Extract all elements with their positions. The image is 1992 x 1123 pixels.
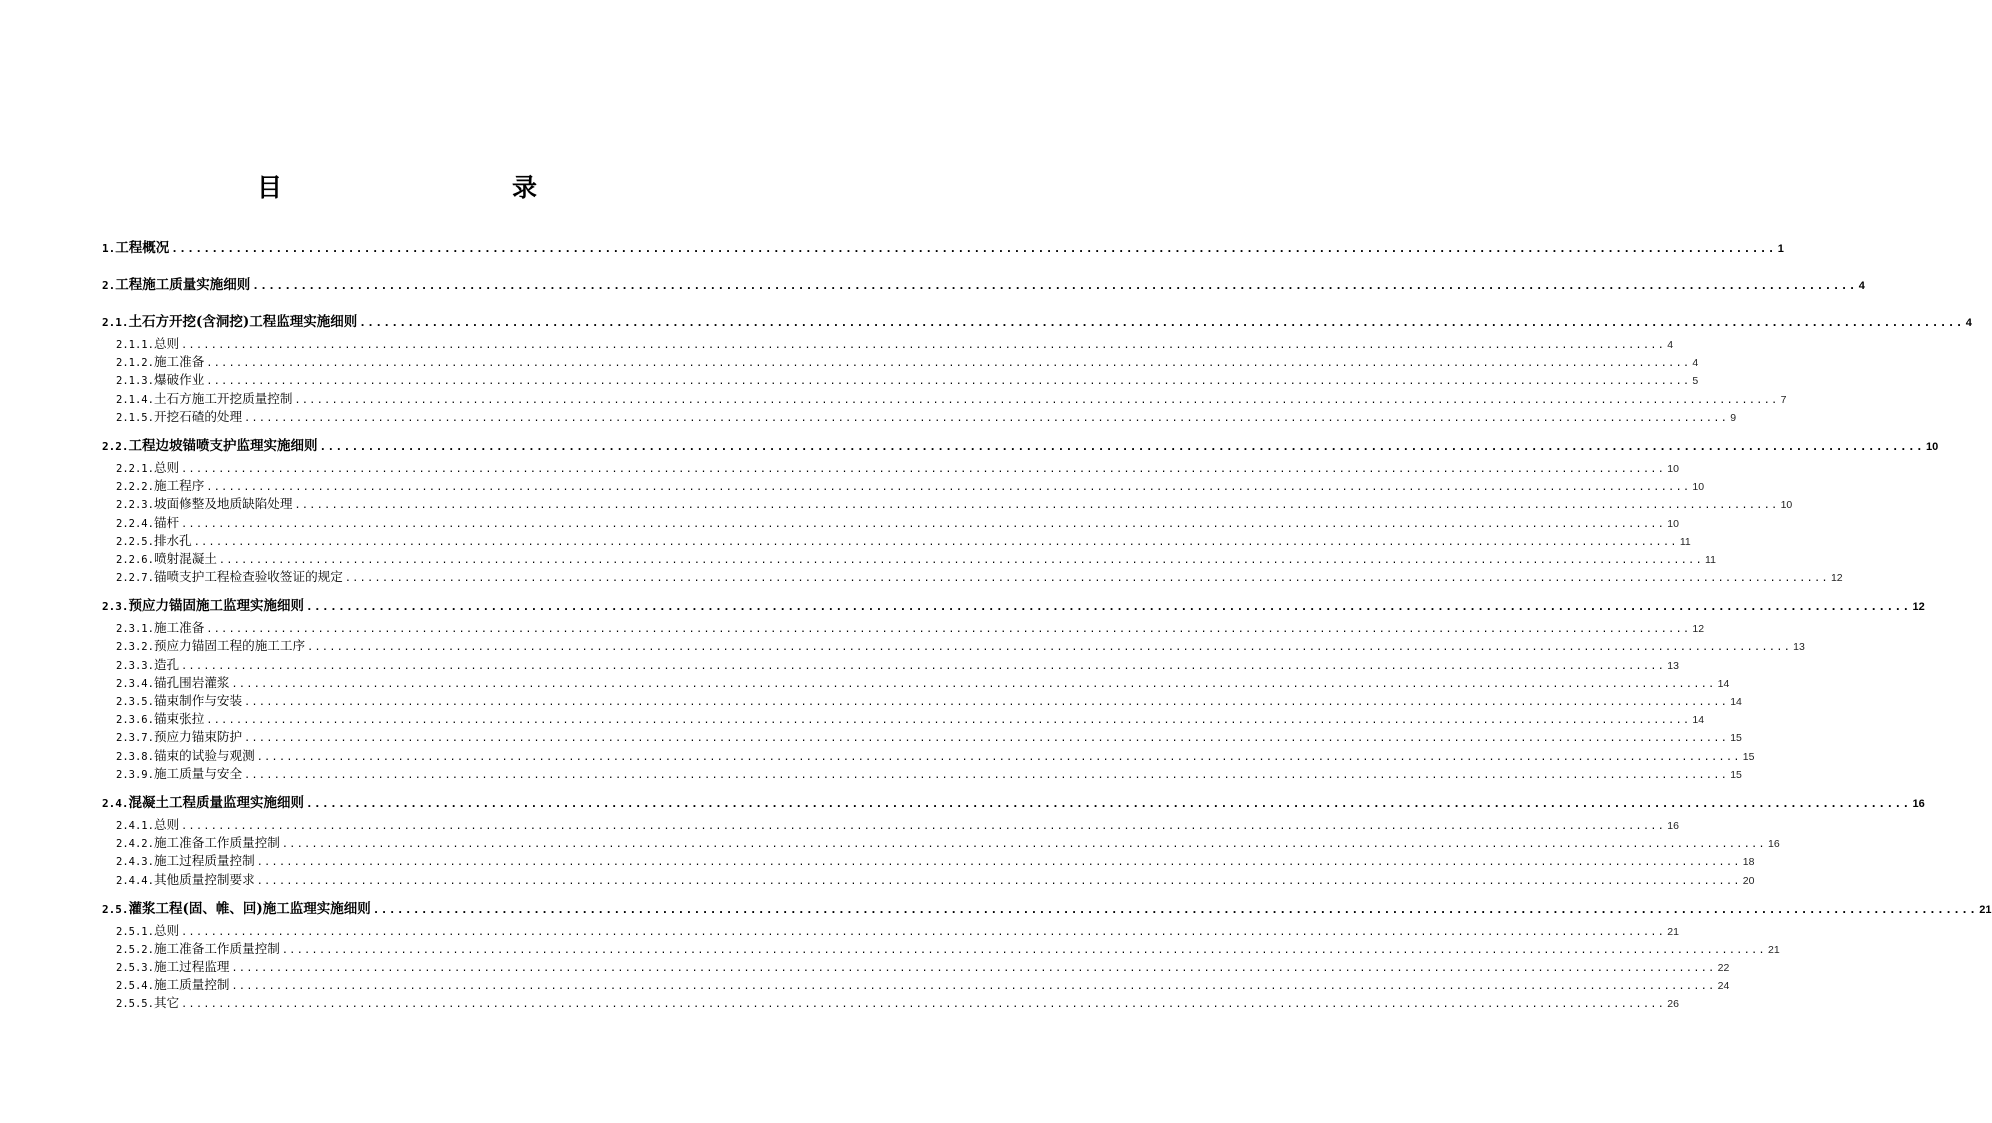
toc-entry-number: 2.2.2. bbox=[116, 481, 154, 494]
toc-dot-leader: ........................................................................................................................................................................................................ bbox=[281, 944, 1766, 956]
toc-dot-leader: ........................................................................................................................................................................................................ bbox=[181, 463, 1666, 475]
toc-entry-number: 2.3. bbox=[102, 600, 129, 614]
toc-subsection-entry[interactable] bbox=[100, 672, 1730, 690]
toc-subsection-entry[interactable] bbox=[100, 617, 1705, 636]
toc-subsection-entry[interactable] bbox=[100, 850, 1755, 869]
toc-dot-leader: ........................................................................................................................................................................................................ bbox=[256, 857, 1741, 869]
toc-subsection-entry[interactable] bbox=[100, 457, 1679, 475]
toc-page-number: 24 bbox=[1717, 980, 1730, 993]
toc-entry-number: 2.4.2. bbox=[116, 838, 154, 851]
toc-subsection-entry[interactable] bbox=[100, 512, 1679, 530]
toc-entry-number: 2.3.5. bbox=[116, 696, 154, 708]
toc-subsection-entry[interactable] bbox=[100, 992, 1679, 1011]
toc-entry-number: 2.3.2. bbox=[116, 641, 154, 654]
toc-page-number: 16 bbox=[1912, 797, 1925, 810]
toc-subsection-entry[interactable] bbox=[100, 814, 1679, 832]
toc-dot-leader: ........................................................................................................................................................................................................ bbox=[206, 624, 1691, 636]
toc-page-number: 12 bbox=[1830, 572, 1843, 585]
toc-entry-number: 2.5.2. bbox=[116, 943, 154, 956]
toc-page-number: 10 bbox=[1667, 462, 1679, 475]
toc-entry-number: 2.2.3. bbox=[116, 499, 154, 512]
toc-entry-title: 坡面修整及地质缺陷处理 bbox=[153, 496, 293, 512]
toc-dot-leader: ........................................................................................................................................................................................................ bbox=[359, 316, 1964, 329]
toc-entry-number: 2.3.7. bbox=[116, 732, 154, 745]
toc-entry-number: 2.1. bbox=[102, 316, 129, 329]
toc-spacer bbox=[100, 296, 698, 310]
toc-page-number: 12 bbox=[1692, 623, 1705, 636]
toc-dot-leader: ........................................................................................................................................................................................................ bbox=[181, 999, 1666, 1011]
toc-section-entry[interactable] bbox=[100, 791, 1925, 814]
toc-entry-number: 2.4.3. bbox=[116, 856, 154, 869]
toc-entry-title: 预应力锚束防护 bbox=[153, 729, 243, 745]
toc-subsection-entry[interactable] bbox=[100, 920, 1679, 938]
toc-dot-leader: ........................................................................................................................................................................................................ bbox=[181, 820, 1666, 832]
toc-entry-title: 施工质量控制 bbox=[153, 977, 230, 993]
toc-entry-title: 其它 bbox=[153, 995, 180, 1011]
toc-entry-title: 施工过程监理 bbox=[153, 959, 230, 975]
toc-dot-leader: ........................................................................................................................................................................................................ bbox=[206, 482, 1691, 494]
toc-page-number: 7 bbox=[1780, 393, 1787, 406]
toc-entry-title: 排水孔 bbox=[153, 532, 192, 548]
toc-dot-leader: ........................................................................................................................................................................................................ bbox=[193, 536, 1678, 548]
toc-page-number: 21 bbox=[1767, 943, 1780, 956]
toc-dot-leader: ........................................................................................................................................................................................................ bbox=[244, 412, 1729, 424]
toc-page-number: 13 bbox=[1793, 641, 1805, 654]
toc-entry-title: 施工过程质量控制 bbox=[153, 853, 255, 869]
toc-dot-leader: ........................................................................................................................................................................................................ bbox=[307, 642, 1792, 654]
toc-entry-title: 土石方开挖(含洞挖)工程监理实施细则 bbox=[128, 314, 358, 330]
toc-dot-leader: ........................................................................................................................................................................................................ bbox=[344, 573, 1829, 585]
toc-spacer bbox=[100, 887, 698, 897]
toc-dot-leader: ........................................................................................................................................................................................................ bbox=[252, 279, 1857, 292]
toc-spacer bbox=[100, 259, 698, 273]
toc-heading: 目 录 bbox=[256, 173, 597, 202]
toc-page-number: 15 bbox=[1730, 768, 1742, 781]
toc-subsection-entry[interactable] bbox=[100, 548, 1716, 566]
toc-page-number: 16 bbox=[1767, 838, 1780, 851]
toc-page-number: 10 bbox=[1780, 499, 1793, 512]
toc-entry-title: 锚束的试验与观测 bbox=[153, 747, 255, 763]
toc-entry-number: 2.1.1. bbox=[116, 339, 154, 351]
toc-subsection-entry[interactable] bbox=[100, 406, 1737, 424]
toc-entry-number: 2.3.1. bbox=[116, 623, 154, 636]
toc-entry-title: 总则 bbox=[153, 816, 180, 832]
toc-entry-title: 施工质量与安全 bbox=[153, 765, 243, 781]
toc-entry-number: 2.4.4. bbox=[116, 874, 154, 887]
toc-subsection-entry[interactable] bbox=[100, 388, 1787, 406]
toc-dot-leader: ........................................................................................................................................................................................................ bbox=[244, 697, 1729, 708]
toc-dot-leader: ........................................................................................................................................................................................................ bbox=[171, 242, 1776, 255]
toc-page-number: 4 bbox=[1692, 357, 1699, 370]
toc-entry-title: 喷射混凝土 bbox=[153, 550, 217, 566]
toc-entry-number: 2.5.5. bbox=[116, 998, 154, 1011]
toc-subsection-entry[interactable] bbox=[100, 745, 1755, 763]
toc-entry-number: 2.3.6. bbox=[116, 714, 154, 727]
toc-page-number: 10 bbox=[1667, 517, 1679, 530]
toc-dot-leader: ........................................................................................................................................................................................................ bbox=[281, 839, 1766, 851]
toc-subsection-entry[interactable] bbox=[100, 369, 1699, 388]
toc-dot-leader: ........................................................................................................................................................................................................ bbox=[231, 963, 1716, 975]
toc-page-number: 20 bbox=[1742, 874, 1755, 887]
toc-dot-leader: ........................................................................................................................................................................................................ bbox=[294, 500, 1779, 512]
toc-entry-number: 2.5.1. bbox=[116, 925, 154, 938]
toc-subsection-entry[interactable] bbox=[100, 566, 1843, 585]
toc-page-number: 15 bbox=[1742, 750, 1755, 763]
toc-page-number: 4 bbox=[1858, 280, 1865, 292]
toc-entry-title: 预应力锚固施工监理实施细则 bbox=[128, 598, 304, 615]
toc-dot-leader: ........................................................................................................................................................................................................ bbox=[206, 358, 1691, 370]
toc-dot-leader: ........................................................................................................................................................................................................ bbox=[319, 439, 1925, 453]
toc-entry-title: 工程边坡锚喷支护监理实施细则 bbox=[128, 437, 318, 454]
toc-page-number: 16 bbox=[1667, 819, 1679, 832]
toc-entry-number: 2.2.4. bbox=[116, 517, 154, 530]
toc-dot-leader: ........................................................................................................................................................................................................ bbox=[306, 796, 1911, 810]
toc-subsection-entry[interactable] bbox=[100, 708, 1705, 727]
toc-dot-leader: ........................................................................................................................................................................................................ bbox=[244, 769, 1729, 781]
toc-subsection-entry[interactable] bbox=[100, 974, 1730, 993]
toc-page-number: 21 bbox=[1667, 925, 1679, 938]
toc-dot-leader: ........................................................................................................................................................................................................ bbox=[231, 678, 1716, 690]
toc-entry-number: 2.5.4. bbox=[116, 980, 154, 993]
toc-section-entry[interactable] bbox=[100, 236, 1784, 259]
toc-entry-number: 1. bbox=[102, 242, 116, 255]
toc-entry-number: 2.1.5. bbox=[116, 411, 154, 424]
toc-page-number: 11 bbox=[1705, 553, 1716, 566]
toc-dot-leader: ........................................................................................................................................................................................................ bbox=[206, 376, 1691, 388]
toc-entry-title: 施工准备 bbox=[153, 354, 205, 370]
toc-entry-title: 锚杆 bbox=[153, 514, 180, 530]
toc-spacer bbox=[100, 781, 698, 791]
toc-page-number: 14 bbox=[1692, 714, 1705, 727]
toc-subsection-entry[interactable] bbox=[100, 726, 1742, 745]
toc-subsection-entry[interactable] bbox=[100, 763, 1742, 781]
toc-entry-title: 锚束制作与安装 bbox=[153, 693, 243, 708]
toc-subsection-entry[interactable] bbox=[100, 475, 1705, 494]
toc-entry-number: 2.1.3. bbox=[116, 375, 154, 388]
toc-dot-leader: ........................................................................................................................................................................................................ bbox=[181, 926, 1666, 938]
toc-page-number: 26 bbox=[1667, 998, 1679, 1011]
toc-dot-leader: ........................................................................................................................................................................................................ bbox=[231, 981, 1716, 993]
toc-entry-number: 2.3.3. bbox=[116, 659, 154, 672]
toc-entry-title: 总则 bbox=[153, 336, 180, 351]
toc-dot-leader: ........................................................................................................................................................................................................ bbox=[306, 600, 1911, 614]
toc-entry-number: 2.3.9. bbox=[116, 768, 154, 781]
toc-entry-title: 其他质量控制要求 bbox=[153, 871, 255, 887]
toc-page-number: 14 bbox=[1730, 696, 1742, 708]
toc-entry-title: 混凝土工程质量监理实施细则 bbox=[128, 794, 304, 811]
toc-entry-title: 土石方施工开挖质量控制 bbox=[153, 390, 293, 406]
toc-page-number: 13 bbox=[1667, 659, 1679, 672]
toc-subsection-entry[interactable] bbox=[100, 530, 1691, 548]
toc-spacer bbox=[100, 424, 698, 434]
toc-entry-title: 施工准备 bbox=[153, 620, 205, 636]
toc-entry-title: 工程施工质量实施细则 bbox=[115, 277, 251, 293]
toc-entry-number: 2.2.6. bbox=[116, 553, 154, 566]
toc-page-number: 9 bbox=[1730, 411, 1737, 424]
toc-dot-leader: ........................................................................................................................................................................................................ bbox=[181, 518, 1666, 530]
toc-subsection-entry[interactable] bbox=[100, 333, 1674, 351]
toc-page-number: 12 bbox=[1912, 601, 1925, 614]
toc-entry-title: 锚束张拉 bbox=[153, 711, 205, 727]
toc-page-number: 5 bbox=[1692, 375, 1699, 388]
toc-entry-title: 施工准备工作质量控制 bbox=[153, 940, 280, 956]
toc-entry-title: 锚孔围岩灌浆 bbox=[153, 674, 230, 690]
toc-page-number: 11 bbox=[1679, 535, 1691, 548]
toc-entry-number: 2.2. bbox=[102, 439, 129, 453]
table-of-contents bbox=[100, 236, 1992, 1011]
toc-subsection-entry[interactable] bbox=[100, 832, 1780, 851]
toc-entry-number: 2.1.4. bbox=[116, 393, 154, 406]
toc-subsection-entry[interactable] bbox=[100, 351, 1699, 370]
toc-page-number: 14 bbox=[1717, 677, 1730, 690]
toc-subsection-entry[interactable] bbox=[100, 635, 1805, 654]
toc-entry-number: 2.5.3. bbox=[116, 962, 154, 975]
toc-page-number: 10 bbox=[1926, 440, 1939, 453]
toc-entry-number: 2. bbox=[102, 279, 116, 292]
toc-page-number: 4 bbox=[1667, 339, 1674, 351]
toc-entry-number: 2.4.1. bbox=[116, 819, 154, 832]
toc-subsection-entry[interactable] bbox=[100, 956, 1730, 975]
toc-entry-title: 总则 bbox=[153, 459, 180, 475]
toc-section-entry[interactable] bbox=[100, 897, 1992, 920]
toc-entry-number: 2.5. bbox=[102, 902, 129, 916]
toc-dot-leader: ........................................................................................................................................................................................................ bbox=[256, 751, 1741, 763]
toc-entry-title: 锚喷支护工程检查验收签证的规定 bbox=[153, 569, 343, 585]
toc-section-entry[interactable] bbox=[100, 310, 1972, 333]
toc-section-entry[interactable] bbox=[100, 273, 1865, 296]
toc-entry-number: 2.1.2. bbox=[116, 357, 154, 370]
toc-entry-title: 施工准备工作质量控制 bbox=[153, 835, 280, 851]
toc-dot-leader: ........................................................................................................................................................................................................ bbox=[372, 902, 1978, 916]
toc-subsection-entry[interactable] bbox=[100, 654, 1679, 672]
toc-page-number: 15 bbox=[1730, 732, 1742, 745]
toc-dot-leader: ........................................................................................................................................................................................................ bbox=[181, 340, 1666, 351]
toc-entry-number: 2.3.8. bbox=[116, 750, 154, 763]
toc-entry-title: 灌浆工程(固、帷、回)施工监理实施细则 bbox=[128, 900, 371, 917]
toc-entry-title: 施工程序 bbox=[153, 478, 205, 494]
toc-entry-title: 爆破作业 bbox=[153, 372, 205, 388]
toc-page-number: 22 bbox=[1717, 962, 1730, 975]
toc-spacer bbox=[100, 584, 698, 594]
toc-subsection-entry[interactable] bbox=[100, 690, 1742, 708]
toc-entry-number: 2.4. bbox=[102, 796, 129, 810]
toc-page-number: 4 bbox=[1965, 317, 1972, 329]
toc-dot-leader: ........................................................................................................................................................................................................ bbox=[181, 660, 1666, 672]
toc-entry-number: 2.3.4. bbox=[116, 677, 154, 690]
toc-dot-leader: ........................................................................................................................................................................................................ bbox=[244, 733, 1729, 745]
toc-subsection-entry[interactable] bbox=[100, 493, 1793, 512]
toc-entry-title: 开挖石碴的处理 bbox=[153, 408, 243, 424]
toc-dot-leader: ........................................................................................................................................................................................................ bbox=[294, 394, 1779, 406]
toc-entry-number: 2.2.5. bbox=[116, 535, 154, 548]
toc-entry-title: 工程概况 bbox=[115, 240, 170, 256]
toc-dot-leader: ........................................................................................................................................................................................................ bbox=[218, 554, 1704, 566]
toc-page-number: 18 bbox=[1742, 856, 1755, 869]
toc-entry-number: 2.2.1. bbox=[116, 462, 154, 475]
toc-dot-leader: ........................................................................................................................................................................................................ bbox=[206, 715, 1691, 727]
toc-entry-number: 2.2.7. bbox=[116, 572, 154, 585]
toc-page-number: 1 bbox=[1777, 243, 1784, 255]
toc-page-number: 21 bbox=[1979, 903, 1992, 916]
toc-section-entry[interactable] bbox=[100, 434, 1939, 457]
toc-page-number: 10 bbox=[1692, 481, 1705, 494]
toc-subsection-entry[interactable] bbox=[100, 938, 1780, 956]
toc-entry-title: 预应力锚固工程的施工工序 bbox=[153, 638, 306, 654]
toc-section-entry[interactable] bbox=[100, 594, 1925, 617]
toc-dot-leader: ........................................................................................................................................................................................................ bbox=[256, 875, 1741, 887]
toc-entry-title: 总则 bbox=[153, 922, 180, 938]
toc-entry-title: 造孔 bbox=[153, 656, 180, 672]
toc-subsection-entry[interactable] bbox=[100, 869, 1755, 887]
